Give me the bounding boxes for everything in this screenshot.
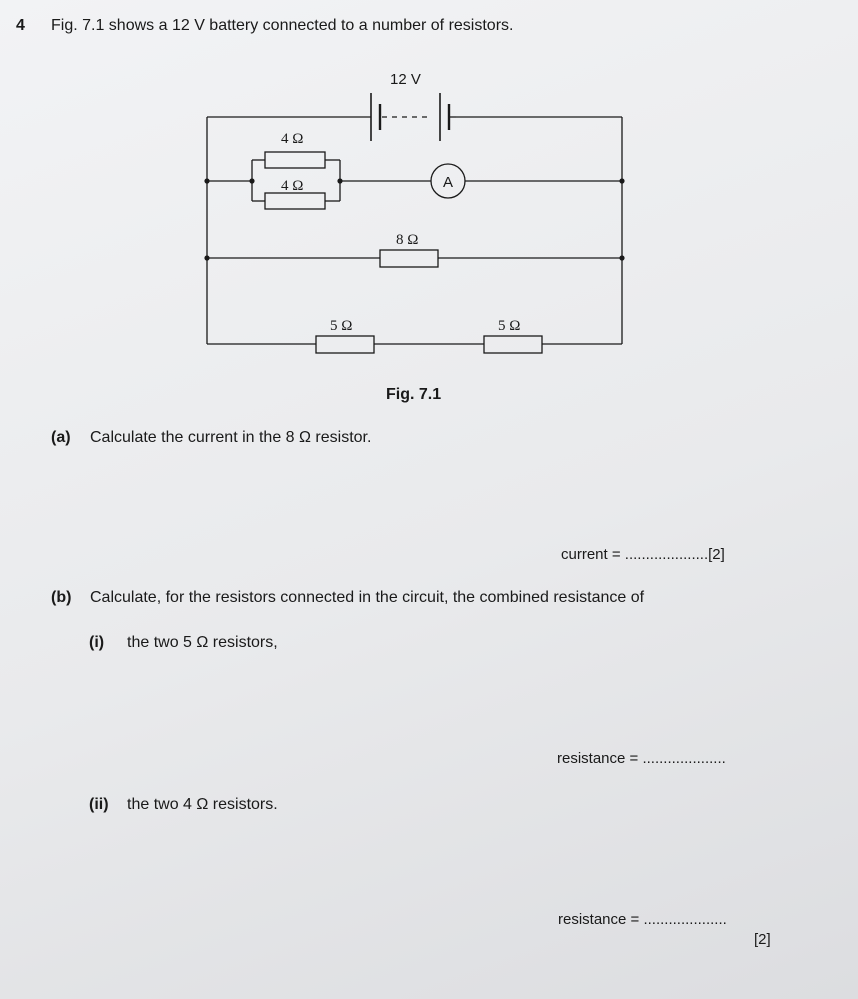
part-b-ii-text: the two 4 Ω resistors.: [127, 796, 278, 813]
resistor-4ohm-lower-label: 4 Ω: [281, 178, 304, 194]
figure-caption: Fig. 7.1: [386, 386, 442, 403]
resistor-4ohm-upper-label: 4 Ω: [281, 131, 304, 147]
resistor-4ohm-lower: [265, 193, 325, 209]
resistor-4ohm-upper: [265, 152, 325, 168]
part-b-i-label: (i): [89, 634, 105, 651]
junction-dot: [249, 178, 254, 183]
question-intro: Fig. 7.1 shows a 12 V battery connected to a number of resistors.: [51, 17, 514, 34]
resistor-5ohm-right-label: 5 Ω: [498, 318, 521, 334]
junction-dot: [337, 178, 342, 183]
resistor-5ohm-right: [484, 336, 542, 353]
part-b-i-answer-line: resistance = ....................: [557, 750, 726, 767]
part-b-ii-answer-line: resistance = ....................: [558, 911, 727, 928]
resistor-8ohm-label: 8 Ω: [396, 232, 419, 248]
resistor-8ohm: [380, 250, 438, 267]
resistor-5ohm-left-label: 5 Ω: [330, 318, 353, 334]
part-b-text: Calculate, for the resistors connected in the circuit, the combined resistance of: [90, 589, 645, 606]
ammeter-label: A: [443, 174, 454, 191]
part-b-ii-label: (ii): [89, 796, 109, 813]
part-b-label: (b): [51, 589, 72, 606]
junction-dot: [619, 178, 624, 183]
junction-dot: [619, 255, 624, 260]
battery-label: 12 V: [390, 71, 421, 88]
part-a-text: Calculate the current in the 8 Ω resistor.: [90, 429, 372, 446]
resistor-5ohm-left: [316, 336, 374, 353]
junction-dot: [204, 178, 209, 183]
question-number: 4: [16, 17, 25, 34]
part-a-label: (a): [51, 429, 71, 446]
junction-dot: [204, 255, 209, 260]
part-b-i-text: the two 5 Ω resistors,: [127, 634, 278, 651]
part-a-answer-line: current = ....................[2]: [561, 546, 725, 563]
part-b-marks: [2]: [754, 931, 771, 948]
